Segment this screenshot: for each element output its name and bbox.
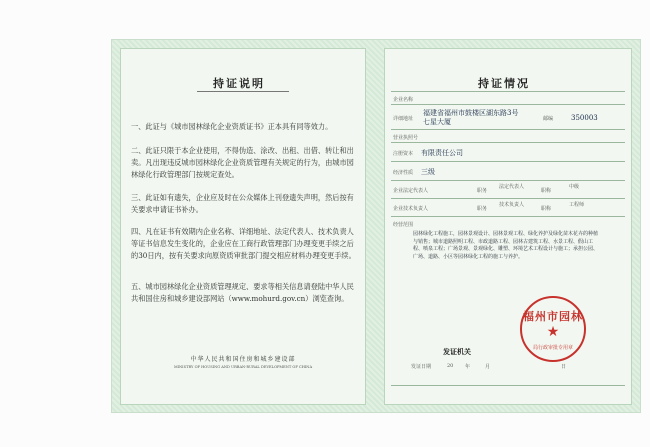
legal-rep-grade-value: 中级 — [569, 184, 580, 190]
row-license — [391, 130, 625, 143]
left-item-1: 一、此证与《城市园林绿化企业资质证书》正本具有同等效力。 — [131, 122, 333, 131]
row-technical-lead — [391, 199, 625, 217]
tech-lead-grade-value: 工程师 — [569, 202, 585, 208]
seal-text: 福州市园林 — [523, 310, 583, 323]
company-name-label: 企业名称 — [393, 97, 414, 103]
row-legal-representative — [391, 181, 625, 199]
row-registered-capital — [391, 143, 625, 162]
economic-nature-label: 经济性质 — [393, 170, 414, 176]
row-company-name — [391, 92, 625, 105]
left-item-5: 五、城市园林绿化企业资质管理规定、要求等相关信息请登陆中华人民共和国住房和城乡建设部网站（www.mohurd.gov.cn）浏览查询。 — [131, 282, 354, 303]
row-scope — [391, 217, 625, 386]
date-year-suffix: 年 — [465, 364, 471, 370]
left-title-underline — [197, 91, 289, 92]
tech-lead-grade-label: 职称 — [541, 206, 552, 212]
economic-nature-value: 三级 — [421, 168, 435, 176]
row-address — [391, 105, 625, 130]
scope-label: 经营范围 — [393, 222, 414, 228]
legal-rep-title-label: 职务 — [477, 188, 488, 194]
tech-lead-title-label: 职务 — [477, 206, 488, 212]
ministry-footer-en: MINISTRY OF HOUSING AND URBAN-RURAL DEVELOPMENT OF CHINA — [173, 365, 313, 369]
registered-capital-value: 有限责任公司 — [421, 149, 463, 157]
right-page — [384, 48, 632, 405]
legal-rep-grade-label: 职称 — [541, 188, 552, 194]
postcode-label: 邮编 — [543, 116, 554, 122]
left-item-2: 二、此证只限于本企业使用，不得伪造、涂改、出租、出借、转让和出卖。凡出现违反城市园林绿化企业资质管理有关规定的行为，由城市园林绿化行政管理部门按规定查处。 — [131, 146, 354, 179]
official-seal — [520, 296, 586, 362]
left-item-4: 四、凡在证书有效期内企业名称、详细地址、法定代表人、技术负责人等证书信息发生变化的，企业应在工商行政管理部门办理变更手续之后的30日内，按有关要求向原资质审批部门提交相应材料办理变更手续。 — [131, 227, 356, 260]
postcode-value: 350003 — [571, 114, 598, 122]
scope-text: 园林绿化工程施工，园林景观设计、园林景观工程、绿化养护及绿化苗木花卉的种植与销售；城市道路照明工程、市政道路工程、园林古建筑工程、水景工程、假山工程、喷泉工程；广场景观、景观绿化、雕塑、环境艺术工程设计与施工；承担公园、广场、道路、小区等园林绿化工程的施工与养护。 — [413, 231, 599, 260]
date-day-suffix: 日 — [561, 364, 567, 370]
tech-lead-label: 企业技术负责人 — [393, 206, 429, 212]
legal-rep-label: 企业法定代表人 — [393, 188, 429, 194]
address-value: 福建省福州市鼓楼区湖东路3号七星大厦 — [423, 109, 519, 126]
seal-bottom-text: 局行政审批专用章 — [532, 345, 573, 351]
seal-star-icon: ★ — [546, 324, 560, 340]
left-title: 持证说明 — [213, 77, 265, 90]
date-month-suffix: 月 — [485, 364, 491, 370]
address-label: 详细地址 — [393, 116, 414, 122]
date-label: 发证日期 — [411, 364, 432, 370]
issuer-label: 发证机关 — [443, 347, 471, 356]
license-label: 营业执照号 — [393, 135, 419, 141]
info-table — [391, 91, 625, 386]
left-page — [120, 48, 366, 405]
date-year: 20 — [447, 363, 454, 369]
row-economic-nature — [391, 162, 625, 181]
ministry-footer: 中华人民共和国住房和城乡建设部 — [190, 356, 296, 363]
registered-capital-label: 注册资本 — [393, 151, 414, 157]
tech-lead-title-value: 技术负责人 — [499, 202, 525, 208]
right-title: 持证情况 — [478, 77, 530, 90]
left-item-3: 三、此证如有遗失，企业应及时在公众媒体上刊登遗失声明，然后按有关要求申请证书补办。 — [131, 193, 354, 214]
legal-rep-title-value: 法定代表人 — [499, 184, 525, 190]
